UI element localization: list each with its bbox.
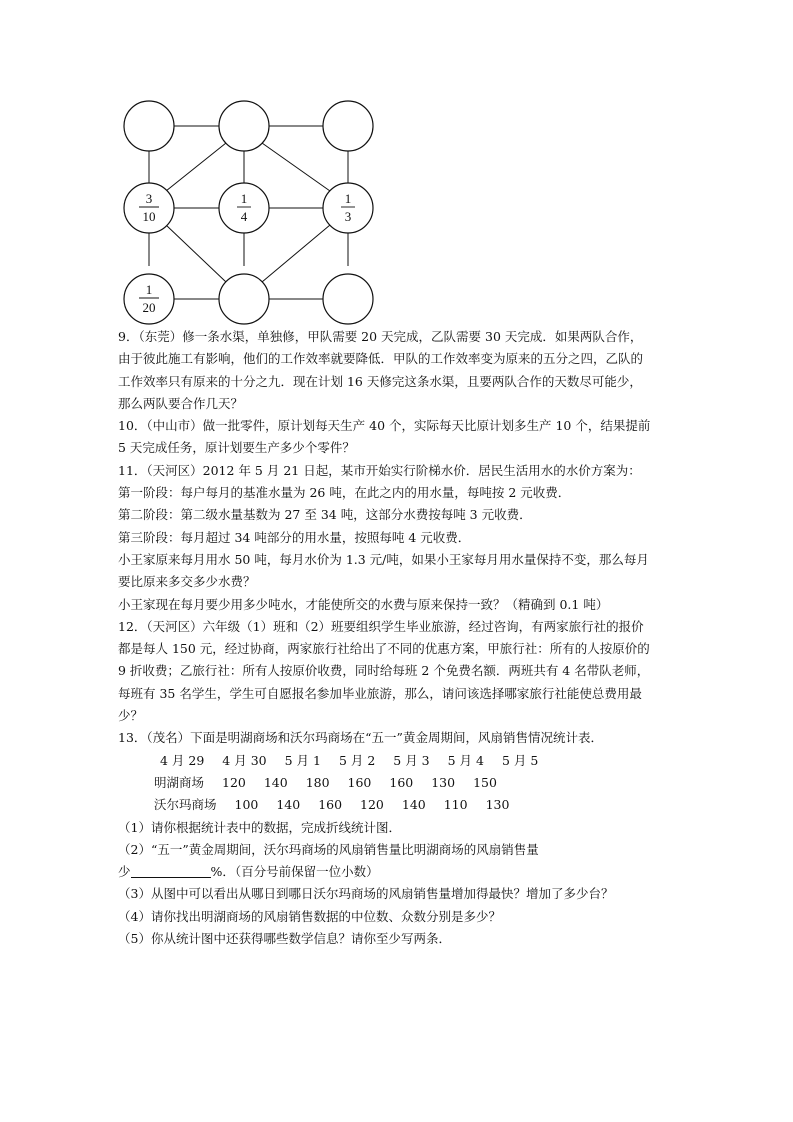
sub-question-3: （3）从图中可以看出从哪日到哪日沃尔玛商场的风扇销售量增加得最快？增加了多少台？ (118, 886, 614, 902)
sales-table-row (118, 772, 678, 794)
table-cell: 150 (473, 774, 497, 790)
question-line: 第二阶段：第二级水量基数为 27 至 34 吨，这部分水费按每吨 3 元收费． (118, 507, 532, 523)
circle-grid-diagram (118, 96, 378, 326)
question-line: 第三阶段：每月超过 34 吨部分的用水量，按照每吨 4 元收费． (118, 529, 471, 545)
sub-question-2-blank-line (118, 861, 678, 883)
circle-r1c1 (124, 101, 174, 151)
question-11 (118, 460, 678, 616)
question-line: 小王家现在每月要少用多少吨水，才能使所交的水费与原来保持一致？（精确到 0.1 吨） (118, 596, 609, 612)
table-cell: 110 (443, 797, 468, 813)
fraction-numerator: 1 (344, 191, 352, 206)
questions-block (118, 326, 678, 950)
circle-r3c2 (219, 274, 269, 324)
table-cell: 5 月 4 (447, 752, 484, 768)
sales-table-row (118, 794, 678, 816)
circle-r1c2 (219, 101, 269, 151)
table-cell: 140 (276, 797, 301, 813)
question-line: 那么两队要合作几天？ (118, 395, 244, 411)
question-13 (118, 727, 678, 950)
question-9 (118, 326, 678, 415)
table-cell: 4 月 30 (222, 752, 267, 768)
question-line: 小王家原来每月用水 50 吨，每月水价为 1.3 元/吨，如果小王家每月用水量保持不变，那么每月 (118, 551, 649, 567)
fraction-denominator: 20 (142, 300, 156, 315)
table-cell: 130 (485, 797, 510, 813)
question-line: 都是每人 150 元，经过协商，两家旅行社给出了不同的优惠方案，甲旅行社：所有的人按原价的 (118, 641, 650, 657)
sub-question-2: （2）“五一”黄金周期间，沃尔玛商场的风扇销售量比明湖商场的风扇销售量 (118, 841, 539, 857)
fraction-numerator: 1 (145, 282, 153, 297)
table-cell: 160 (318, 797, 343, 813)
question-10 (118, 415, 678, 460)
question-line: 每班有 35 名学生，学生可自愿报名参加毕业旅游，那么，请问该选择哪家旅行社能使总费用最 (118, 685, 642, 701)
table-cell: 140 (401, 797, 426, 813)
question-line: 工作效率只有原来的十分之九．现在计划 16 天修完这条水渠，且要两队合作的天数尽可能少， (118, 373, 642, 389)
fraction-denominator: 4 (240, 209, 248, 224)
question-line: 11．（天河区）2012 年 5 月 21 日起，某市开始实行阶梯水价．居民生活用水的水价方案为： (118, 462, 641, 478)
circle-r3c3 (323, 274, 373, 324)
fraction-numerator: 3 (145, 191, 153, 206)
sub-question-text: 少 (118, 864, 131, 880)
table-cell: 5 月 1 (284, 752, 321, 768)
table-cell: 120 (360, 797, 384, 813)
sub-question-1: （1）请你根据统计表中的数据，完成折线统计图． (118, 819, 401, 835)
table-cell: 5 月 3 (393, 752, 430, 768)
question-12 (118, 616, 678, 727)
sub-question-5: （5）你从统计图中还获得哪些数学信息？请你至少写两条． (118, 931, 451, 947)
question-line: 第一阶段：每户每月的基准水量为 26 吨，在此之内的用水量，每吨按 2 元收费． (118, 485, 571, 501)
question-line: 要比原来多交多少水费？ (118, 574, 256, 590)
table-cell: 140 (263, 774, 288, 790)
table-row-label: 明湖商场 (154, 774, 205, 790)
fraction-denominator: 3 (344, 209, 352, 224)
sub-question-4: （4）请你找出明湖商场的风扇销售数据的中位数、众数分别是多少？ (118, 908, 501, 924)
answer-blank[interactable] (131, 863, 211, 878)
table-row-label: 沃尔玛商场 (154, 797, 217, 813)
question-line: 由于彼此施工有影响，他们的工作效率就要降低．甲队的工作效率变为原来的五分之四，乙队的 (118, 351, 644, 367)
question-line: 5 天完成任务，原计划要生产多少个零件？ (118, 440, 355, 456)
table-cell: 180 (305, 774, 330, 790)
table-cell: 160 (347, 774, 372, 790)
table-cell: 100 (234, 797, 259, 813)
question-line: 9 折收费；乙旅行社：所有人按原价收费，同时给每班 2 个免费名额．两班共有 4 名带队老师， (118, 663, 650, 679)
table-cell: 130 (431, 774, 456, 790)
fraction-denominator: 10 (142, 209, 156, 224)
table-cell: 4 月 29 (160, 752, 205, 768)
question-line: 10．（中山市）做一批零件，原计划每天生产 40 个，实际每天比原计划多生产 10 个，结果提前 (118, 418, 651, 434)
circle-r1c3 (323, 101, 373, 151)
question-line: 少？ (118, 708, 144, 724)
table-cell: 5 月 2 (338, 752, 376, 768)
table-cell: 160 (389, 774, 414, 790)
sub-question-text: %．（百分号前保留一位小数） (210, 864, 379, 880)
table-cell: 120 (222, 774, 246, 790)
question-line: 9．（东莞）修一条水渠，单独修，甲队需要 20 天完成，乙队需要 30 天完成．如果两队合作， (118, 329, 643, 344)
sales-table-header (118, 750, 678, 772)
question-line: 12．（天河区）六年级（1）班和（2）班要组织学生毕业旅游，经过咨询，有两家旅行社的报价 (118, 618, 644, 634)
question-line: 13．（茂名）下面是明湖商场和沃尔玛商场在“五一”黄金周期间，风扇销售情况统计表． (118, 730, 603, 746)
fraction-numerator: 1 (240, 191, 248, 206)
table-cell: 5 月 5 (501, 752, 539, 768)
